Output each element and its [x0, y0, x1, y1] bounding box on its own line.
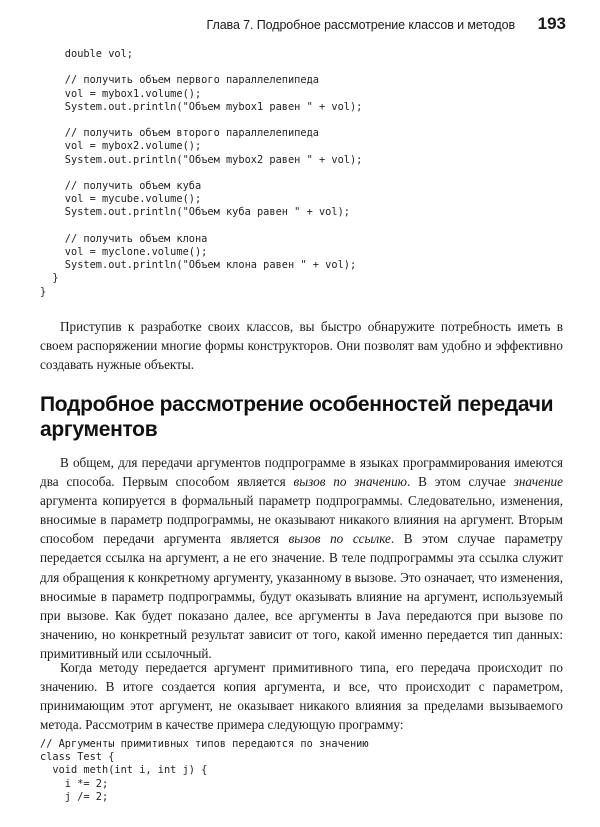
chapter-title: Глава 7. Подробное рассмотрение классов и методов: [206, 18, 515, 32]
text-run: . В этом случае параметру передается ссылка на аргумент, а не его значение. В теле подпрограммы эта ссылка служит для обращения к конкретному аргументу, указанному в вызове. Это означает, что изменения, вносимые в параметр подпрограммы, будут оказывать влияние на аргумент, используемый при вызове. Как будет показано далее, все аргументы в Java передаются при вызове по значению, но конкретный результат зависит от того, какой именно передается тип данных: примитивный или ссылочный.: [40, 531, 564, 661]
term-call-by-reference: вызов по ссылке: [288, 531, 391, 547]
text-run: В общем, для передачи аргументов подпрограмме в языках программирования имеются два способа. Первым способом является: [40, 455, 563, 490]
page-number: 193: [537, 14, 566, 33]
section-heading: Подробное рассмотрение особенностей передачи аргументов: [40, 393, 554, 441]
paragraph-primitive-types: Когда методу передается аргумент примитивного типа, его передача происходит по значению. В итоге создается копия аргумента, и все, что происходит с параметром, принимающим этот аргумент, не оказывает никакого влияния за пределами вызываемого метода. Рассмотрим в качестве примера следующую программу:: [40, 660, 563, 733]
text-run: . В этом случае: [406, 474, 514, 490]
term-value: значение: [513, 474, 563, 490]
term-call-by-value: вызов по значению: [293, 474, 407, 490]
code-listing-bottom: // Аргументы примитивных типов передаются по значению class Test { void meth(int i, int j) { i *= 2; j /= 2;: [40, 738, 369, 803]
paragraph-argument-passing: [40, 453, 563, 663]
running-header: [0, 14, 600, 40]
paragraph-constructors: Приступив к разработке своих классов, вы быстро обнаружите потребность иметь в своем распоряжении многие формы конструкторов. Они позволят вам удобно и эффективно создавать нужные объекты.: [40, 319, 563, 373]
code-listing-top: double vol; // получить объем первого параллелепипеда vol = mybox1.volume(); System.out.println("Объем mybox1 равен " + vol); // получить объем второго параллелепипеда vol = mybox2.volume(); System.out.println("Объем mybox2 равен " + vol); // получить объем куба vol = mycube.volume(); System.out.println("Объем куба равен " + vol); // получить объем клона vol = myclone.volume(); System.out.println("Объем клона равен " + vol); } }: [40, 48, 363, 298]
text-run: аргумента копируется в формальный параметр подпрограммы. Следовательно, изменения, вносимые в параметр подпрограммы, не оказывают никакого влияния на аргумент. Вторым способом передачи аргумента является: [40, 493, 563, 547]
